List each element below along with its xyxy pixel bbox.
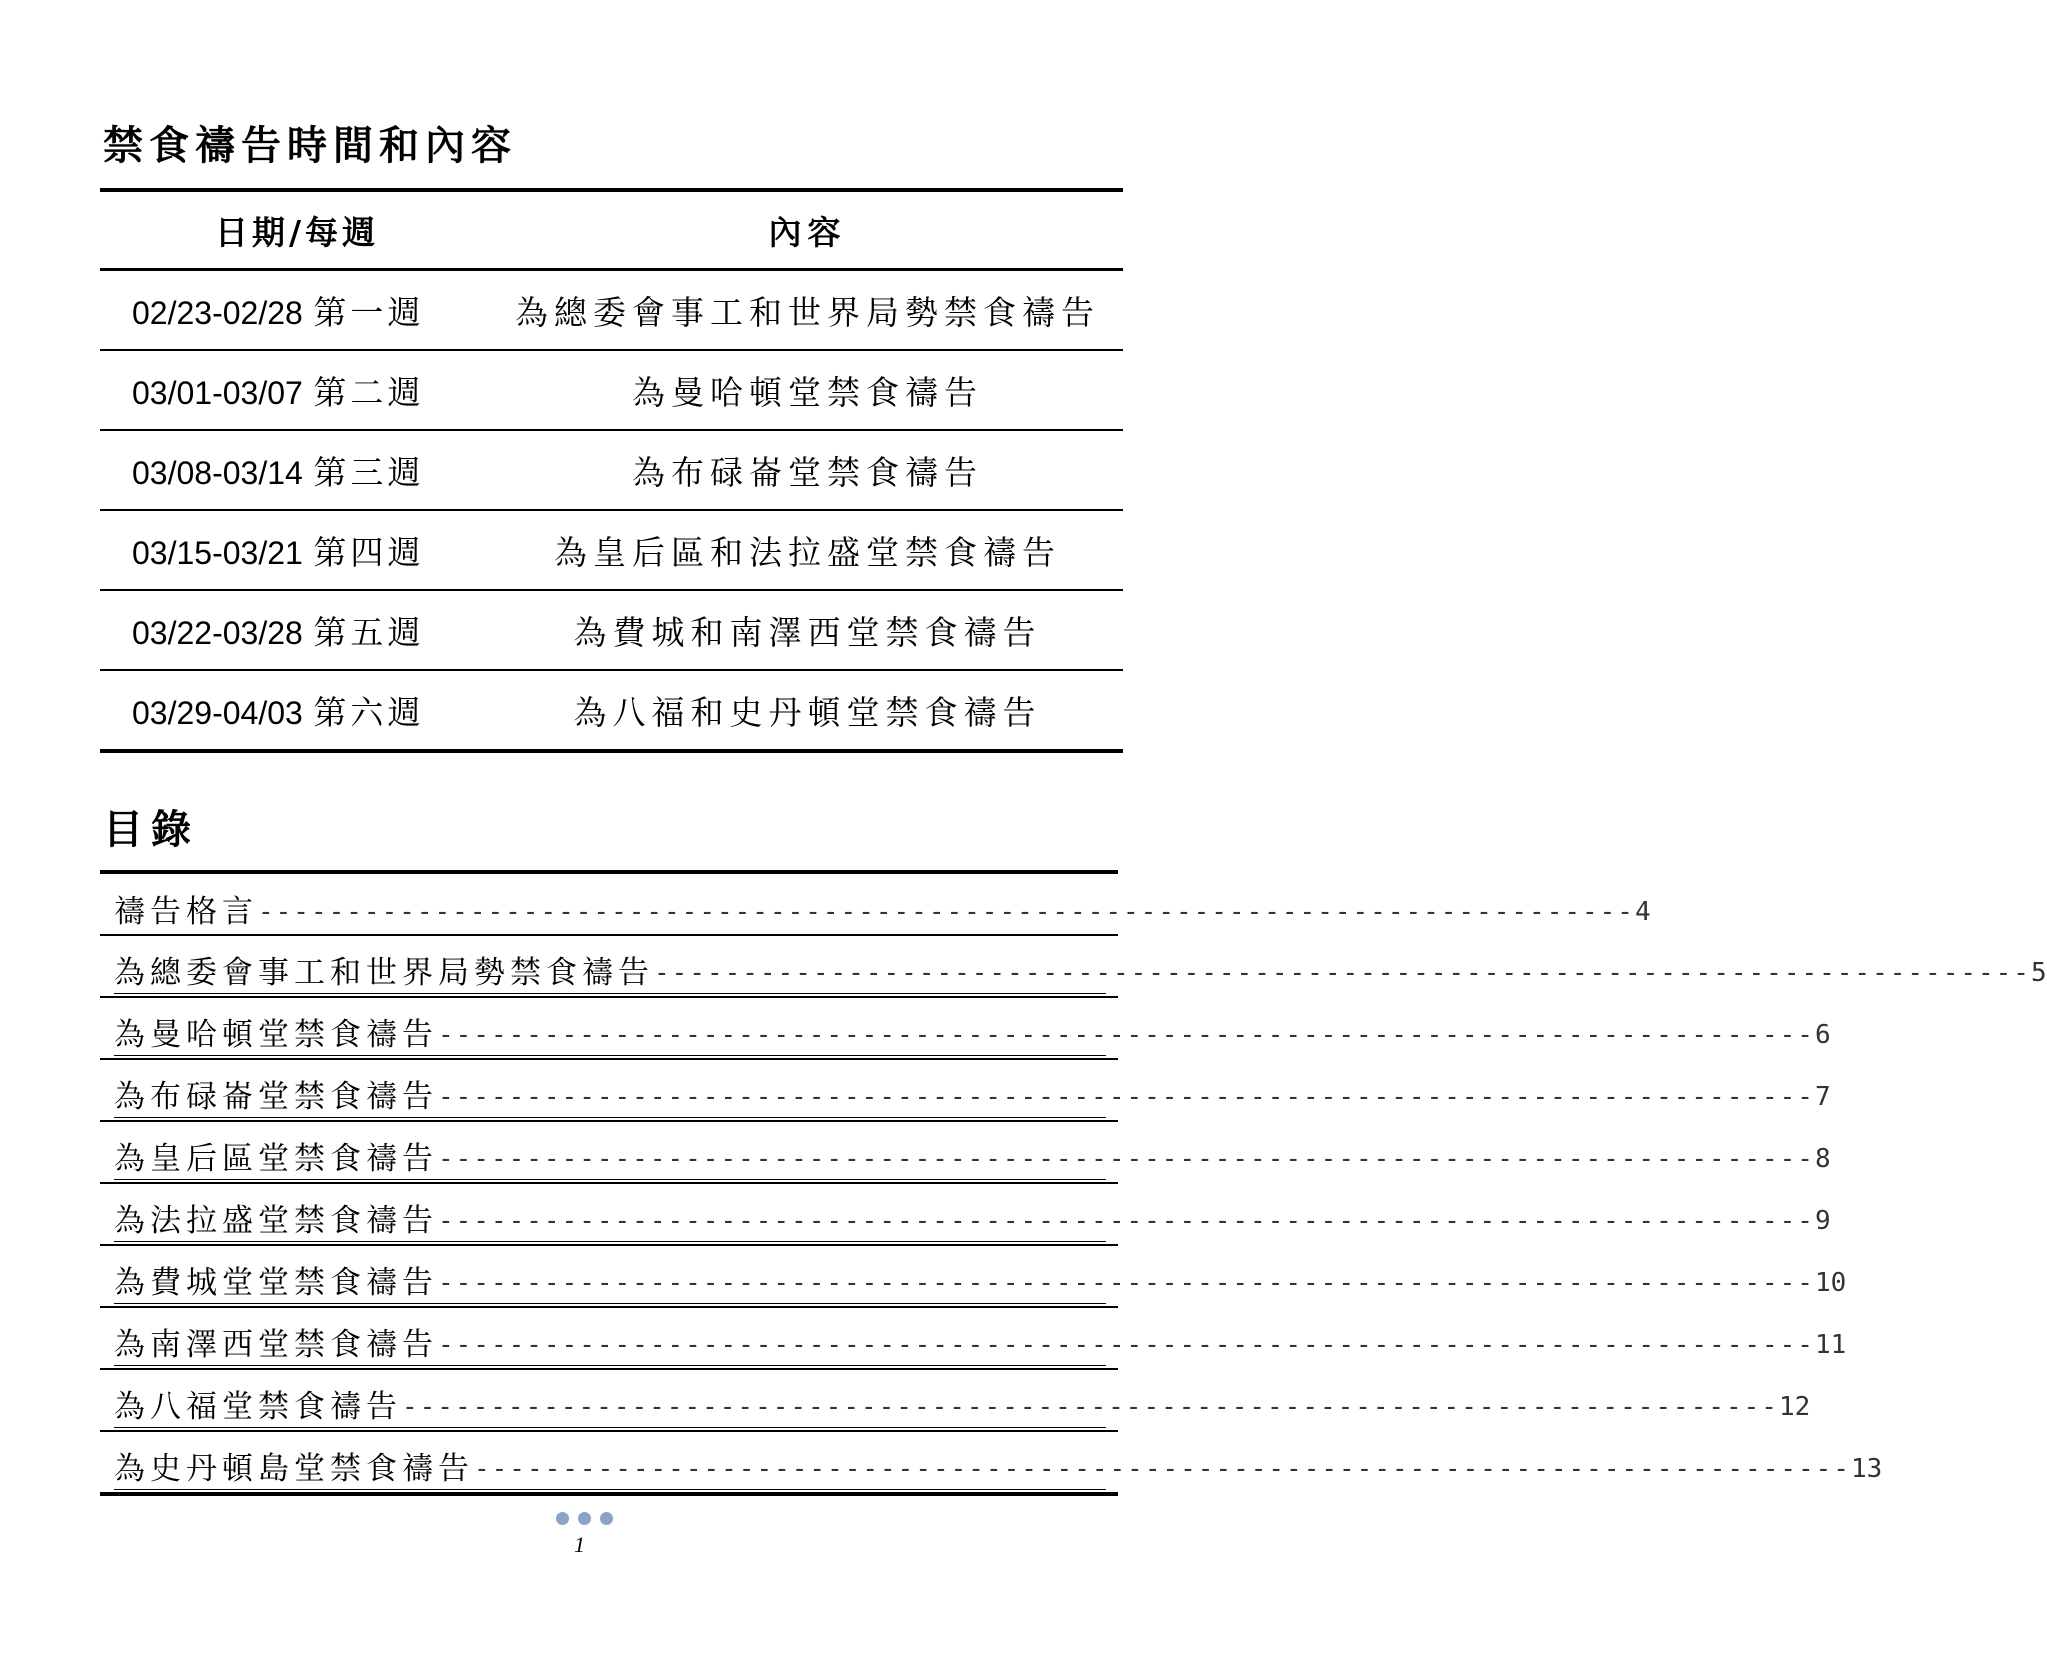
toc-entry-text: 為皇后區堂禁食禱告: [114, 1141, 438, 1177]
toc-page-number: 8: [1814, 1144, 1831, 1174]
schedule-row: [100, 431, 1123, 511]
schedule-row: [100, 591, 1123, 671]
toc-leader: ------------------------------------------------------------------------------: [402, 1392, 1779, 1422]
row-date-cell: [100, 447, 492, 494]
toc-leader: ------------------------------------------------------------------------------: [438, 1330, 1815, 1360]
toc-entry-text: 為法拉盛堂禁食禱告: [114, 1203, 438, 1239]
toc-page-number: 6: [1814, 1020, 1831, 1050]
toc-entry[interactable]: [100, 998, 1831, 1060]
toc-title: 目錄: [103, 806, 199, 853]
footer-dot: [600, 1512, 613, 1525]
toc-page-number: 10: [1814, 1268, 1847, 1298]
page-number: 1: [574, 1532, 585, 1557]
row-date-cell: [100, 527, 492, 574]
schedule-row: [100, 351, 1123, 431]
toc-leader: ------------------------------------------------------------------------------: [438, 1206, 1815, 1236]
row-date: 03/29-04/03: [132, 694, 303, 731]
row-date: 02/23-02/28: [132, 294, 303, 331]
footer-dot: [578, 1512, 591, 1525]
row-week: 第六週: [313, 692, 425, 732]
row-week: 第二週: [313, 372, 425, 412]
row-date: 03/22-03/28: [132, 614, 303, 651]
toc-entry-text: 為南澤西堂禁食禱告: [114, 1327, 438, 1363]
row-week: 第四週: [313, 532, 425, 572]
toc-page-number: 7: [1814, 1082, 1831, 1112]
header-date: 日期/每週: [215, 212, 380, 252]
schedule-row: [100, 671, 1123, 753]
toc-entry[interactable]: [100, 1432, 1883, 1496]
toc-page-number: 13: [1850, 1454, 1883, 1484]
row-content: 為皇后區和法拉盛堂禁食禱告: [554, 532, 1061, 572]
toc-entry[interactable]: [100, 1370, 1811, 1432]
schedule-header-row: [100, 192, 1123, 271]
row-date-cell: [100, 687, 492, 734]
toc-leader: ------------------------------------------------------------------------------: [258, 897, 1635, 927]
page-title: 禁食禱告時間和內容: [103, 122, 517, 169]
toc-entry-link[interactable]: [114, 1077, 1831, 1118]
toc-entry[interactable]: [100, 1308, 1847, 1370]
toc-entry[interactable]: [100, 1122, 1831, 1184]
toc-page-number: 12: [1778, 1392, 1811, 1422]
row-content: 為布碌崙堂禁食禱告: [632, 452, 983, 492]
toc-entry: [100, 874, 1651, 936]
row-date: 03/01-03/07: [132, 374, 303, 411]
toc-leader: ------------------------------------------------------------------------------: [474, 1454, 1851, 1484]
row-content: 為總委會事工和世界局勢禁食禱告: [515, 292, 1100, 332]
toc-entry-text: 為總委會事工和世界局勢禁食禱告: [114, 955, 654, 991]
toc-entry-link[interactable]: [114, 953, 2047, 994]
row-date-cell: [100, 367, 492, 414]
toc-entry-link[interactable]: [114, 1263, 1847, 1304]
row-content: 為費城和南澤西堂禁食禱告: [573, 612, 1042, 652]
toc-page-number: 11: [1814, 1330, 1847, 1360]
toc-page-number: 4: [1634, 897, 1651, 927]
toc-leader: ------------------------------------------------------------------------------: [438, 1268, 1815, 1298]
row-week: 第五週: [313, 612, 425, 652]
toc-entry-line: [114, 892, 1651, 932]
toc-leader: ------------------------------------------------------------------------------: [438, 1144, 1815, 1174]
row-week: 第一週: [313, 292, 425, 332]
toc-entry-text: 禱告格言: [114, 894, 258, 930]
toc-entry[interactable]: [100, 1060, 1831, 1122]
toc-entry-text: 為史丹頓島堂禁食禱告: [114, 1451, 474, 1487]
toc-entry-link[interactable]: [114, 1201, 1831, 1242]
toc-leader: ------------------------------------------------------------------------------: [654, 958, 2031, 988]
toc-entry[interactable]: [100, 936, 2047, 998]
row-date-cell: [100, 287, 492, 334]
toc-entry-link[interactable]: [114, 1015, 1831, 1056]
toc-entry-text: 為費城堂堂禁食禱告: [114, 1265, 438, 1301]
row-date-cell: [100, 607, 492, 654]
row-week: 第三週: [313, 452, 425, 492]
row-content: 為曼哈頓堂禁食禱告: [632, 372, 983, 412]
toc-entry-link[interactable]: [114, 1325, 1847, 1366]
toc-leader: ------------------------------------------------------------------------------: [438, 1020, 1815, 1050]
toc-entry-text: 為曼哈頓堂禁食禱告: [114, 1017, 438, 1053]
row-date: 03/08-03/14: [132, 454, 303, 491]
row-content: 為八福和史丹頓堂禁食禱告: [573, 692, 1042, 732]
schedule-row: [100, 271, 1123, 351]
toc-entry[interactable]: [100, 1246, 1847, 1308]
footer-ellipsis-dots: [556, 1512, 613, 1525]
footer-dot: [556, 1512, 569, 1525]
toc-entry-link[interactable]: [114, 1449, 1883, 1490]
schedule-row: [100, 511, 1123, 591]
toc-entry-link[interactable]: [114, 1387, 1811, 1428]
schedule-table: [100, 188, 1123, 753]
table-of-contents: [100, 870, 2047, 1496]
toc-page-number: 5: [2030, 958, 2047, 988]
toc-entry-text: 為八福堂禁食禱告: [114, 1389, 402, 1425]
header-content: 內容: [768, 212, 847, 252]
toc-entry[interactable]: [100, 1184, 1831, 1246]
toc-page-number: 9: [1814, 1206, 1831, 1236]
toc-entry-text: 為布碌崙堂禁食禱告: [114, 1079, 438, 1115]
toc-entry-link[interactable]: [114, 1139, 1831, 1180]
toc-leader: ------------------------------------------------------------------------------: [438, 1082, 1815, 1112]
row-date: 03/15-03/21: [132, 534, 303, 571]
